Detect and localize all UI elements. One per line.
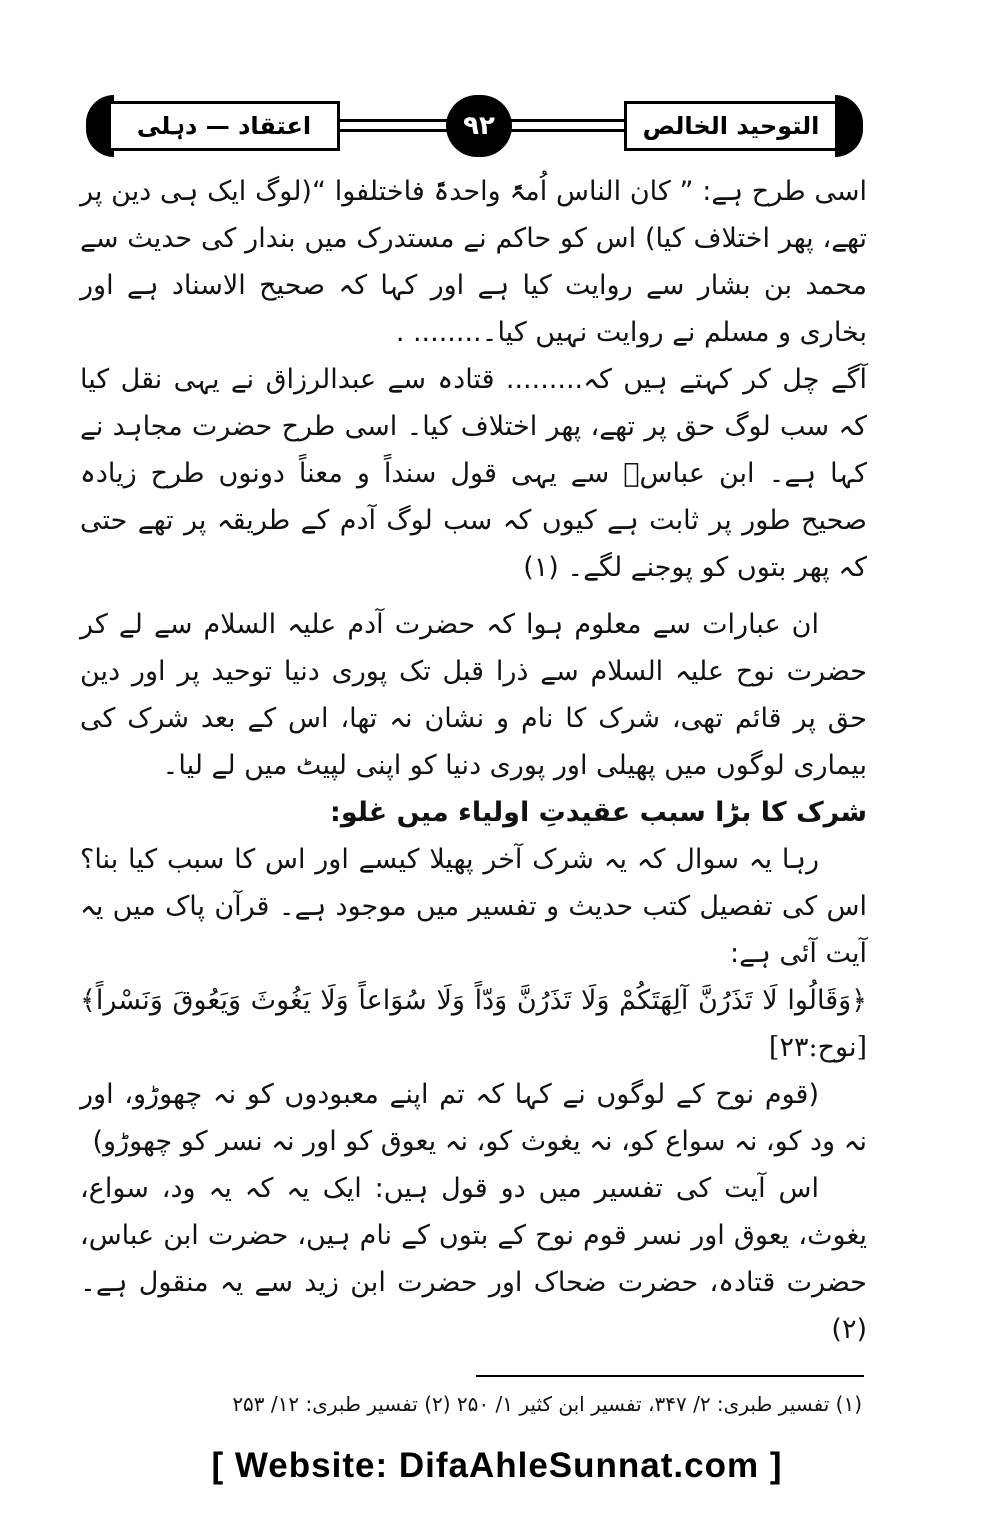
- header-right-cap: [835, 95, 863, 157]
- website-banner: [ Website: DifaAhleSunnat.com ]: [211, 1446, 783, 1485]
- paragraph-2: آگے چل کر کہتے ہیں کہ......... قتادہ سے عبدالرزاق نے یہی نقل کیا کہ سب لوگ حق پر تھے، پھر اختلاف کیا۔ اسی طرح حضرت مجاہد نے کہا ہے۔ ابن عباسؓ سے یہی قول سنداً و معناً دونوں طرح زیادہ صحیح طور پر ثابت ہے کیوں کہ سب لوگ آدم کے طریقہ پر تھے حتی کہ پھر بتوں کو پوجنے لگے۔ (۱): [80, 364, 867, 583]
- section-heading: شرک کا بڑا سبب عقیدتِ اولیاء میں غلو:: [330, 797, 867, 828]
- page-header: [86, 95, 863, 161]
- verse-translation: (قوم نوح کے لوگوں نے کہا کہ تم اپنے معبودوں کو نہ چھوڑو، اور نہ ود کو، نہ سواع کو، نہ یغوث کو، نہ یعوق کو اور نہ نسر کو چھوڑو): [80, 1079, 867, 1157]
- tafsir-paragraph: اس آیت کی تفسیر میں دو قول ہیں: ایک یہ کہ یہ ود، سواع، یغوث، یعوق اور نسر قوم نوح کے بتوں کے نام ہیں، حضرت ابن عباس، حضرت قتادہ، حضرت ضحاک اور حضرت ابن زید سے یہ منقول ہے۔ (۲): [80, 1173, 867, 1345]
- footnote: (۱) تفسیر طبری: ۲/ ۳۴۷، تفسیر ابن کثیر ۱/ ۲۵۰ (۲) تفسیر طبری: ۱۲/ ۲۵۳: [232, 1392, 862, 1416]
- quran-verse: ﴿وَقَالُوا لَا تَذَرُنَّ آلِهَتَكُمْ وَلَا تَذَرُنَّ وَدّاً وَلَا سُوَاعاً وَلَا يَغُوثَ وَيَعُوقَ وَنَسْراً﴾ [نوح:۲۳]: [80, 985, 867, 1063]
- paragraph-4: رہا یہ سوال کہ یہ شرک آخر پھیلا کیسے اور اس کا سبب کیا بنا؟ اس کی تفصیل کتب حدیث و تفسیر میں موجود ہے۔ قرآن پاک میں یہ آیت آئی ہے:: [80, 844, 867, 969]
- paragraph-1: اسی طرح ہے: ” کان الناس اُمۃً واحدۃً فاختلفوا “(لوگ ایک ہی دین پر تھے، پھر اختلاف کیا) اس کو حاکم نے مستدرک میں بندار کی حدیث سے محمد بن بشار سے روایت کیا ہے اور کہا کہ صحیح الاسناد ہے اور بخاری و مسلم نے روایت نہیں کیا۔........ .: [80, 176, 867, 348]
- page-number: ۹۲: [446, 95, 512, 157]
- paragraph-3: ان عبارات سے معلوم ہوا کہ حضرت آدم علیہ السلام سے لے کر حضرت نوح علیہ السلام سے ذرا قبل تک پوری دنیا توحید پر اور دین حق پر قائم تھی، شرک کا نام و نشان نہ تھا، اس کے بعد شرک کی بیماری لوگوں میں پھیلی اور پوری دنیا کو اپنی لپیٹ میں لے لیا۔: [80, 609, 867, 781]
- header-left-title: اعتقاد — دہلی: [108, 101, 340, 151]
- header-right-title: التوحید الخالص: [624, 101, 838, 151]
- footnote-rule: [476, 1375, 864, 1377]
- main-text: [80, 168, 867, 1353]
